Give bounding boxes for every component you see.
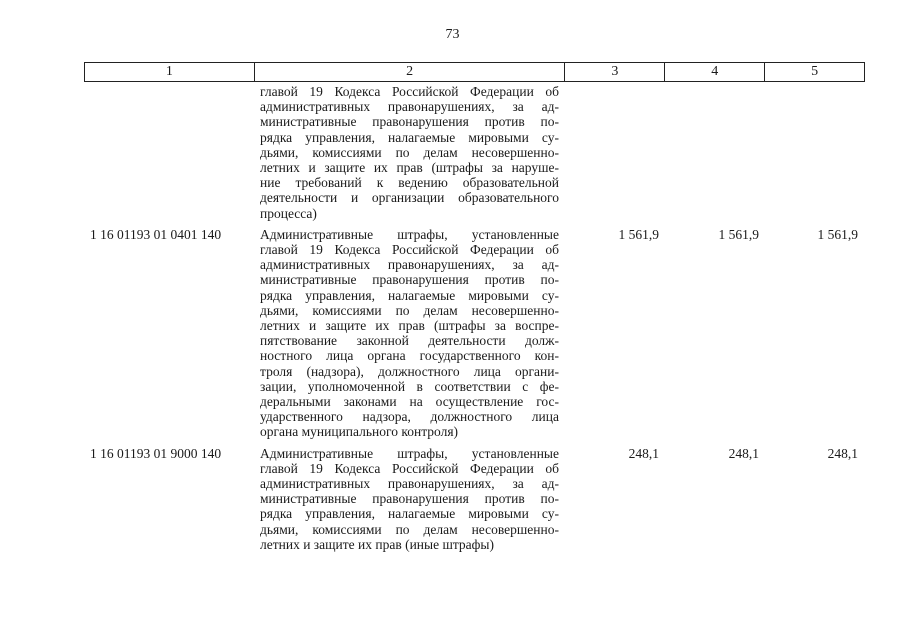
row-code: 1 16 01193 01 9000 140 [90,445,222,461]
page-number: 73 [445,27,460,42]
table-body [84,84,865,552]
description-line: главой 19 Кодекса Российской Федерации об [260,242,559,258]
description-line: дьями, комиссиями по делам несовершенно- [260,144,559,160]
description-line: рядка управления, налагаемые мировыми су- [260,506,559,522]
description-line: дьями, комиссиями по делам несовершенно- [260,302,559,318]
row-value-col-4 [665,84,765,221]
description-line: летних и защите их прав (иные штрафы) [260,536,494,552]
description-line: летних и защите их прав (штрафы за наруше- [260,160,559,176]
description-line: деральными законами на осуществление гос- [260,394,559,410]
row-value-col-4: 248,1 [728,445,759,461]
description-line: ностного лица органа государственного кон- [260,348,559,364]
header-col-4: 4 [665,63,765,81]
header-col-3: 3 [565,63,665,81]
header-col-1: 1 [85,63,255,81]
description-line: ударственного надзора, должностного лица [260,409,559,425]
row-code [84,84,254,221]
description-line: процесса) [260,205,317,221]
description-line: деятельности и организации образовательного [260,190,559,206]
row-value-col-5: 248,1 [827,445,858,461]
description-line: рядка управления, налагаемые мировыми су- [260,287,559,303]
table-row [84,227,865,440]
description-line: главой 19 Кодекса Российской Федерации об [260,84,559,99]
description-line: троля (надзора), должностного лица органи- [260,363,559,379]
description-line: министративные правонарушения против по- [260,272,559,288]
description-line: пятствование законной деятельности долж- [260,333,559,349]
row-description [254,84,565,221]
row-value-col-3: 1 561,9 [618,226,659,242]
description-line: главой 19 Кодекса Российской Федерации об [260,460,559,476]
table-header [84,62,865,82]
description-line: министративные правонарушения против по- [260,114,559,130]
table-row [84,84,865,221]
description-line: административных правонарушениях, за ад- [260,476,559,492]
row-description [254,446,565,552]
row-value-col-5: 1 561,9 [817,226,858,242]
description-line: административных правонарушениях, за ад- [260,257,559,273]
row-value-col-4: 1 561,9 [718,226,759,242]
description-line: летних и защите их прав (штрафы за воспре- [260,318,559,334]
row-description [254,227,565,440]
header-col-2: 2 [255,63,566,81]
description-line: дьями, комиссиями по делам несовершенно- [260,521,559,537]
description-line: органа муниципального контроля) [260,424,459,440]
header-col-5: 5 [811,64,819,79]
description-line: Административные штрафы, установленные [260,226,559,242]
row-value-col-3 [565,84,665,221]
description-line: административных правонарушениях, за ад- [260,99,559,115]
row-value-col-3: 248,1 [628,445,659,461]
description-line: министративные правонарушения против по- [260,491,559,507]
description-line: ние требований к ведению образовательной [260,175,559,191]
description-line: зации, уполномоченной в соответствии с фе- [260,378,559,394]
row-code: 1 16 01193 01 0401 140 [90,226,222,242]
row-value-col-5 [765,84,864,221]
description-line: Административные штрафы, установленные [260,445,559,461]
description-line: рядка управления, налагаемые мировыми су- [260,129,559,145]
table-row [84,446,865,552]
